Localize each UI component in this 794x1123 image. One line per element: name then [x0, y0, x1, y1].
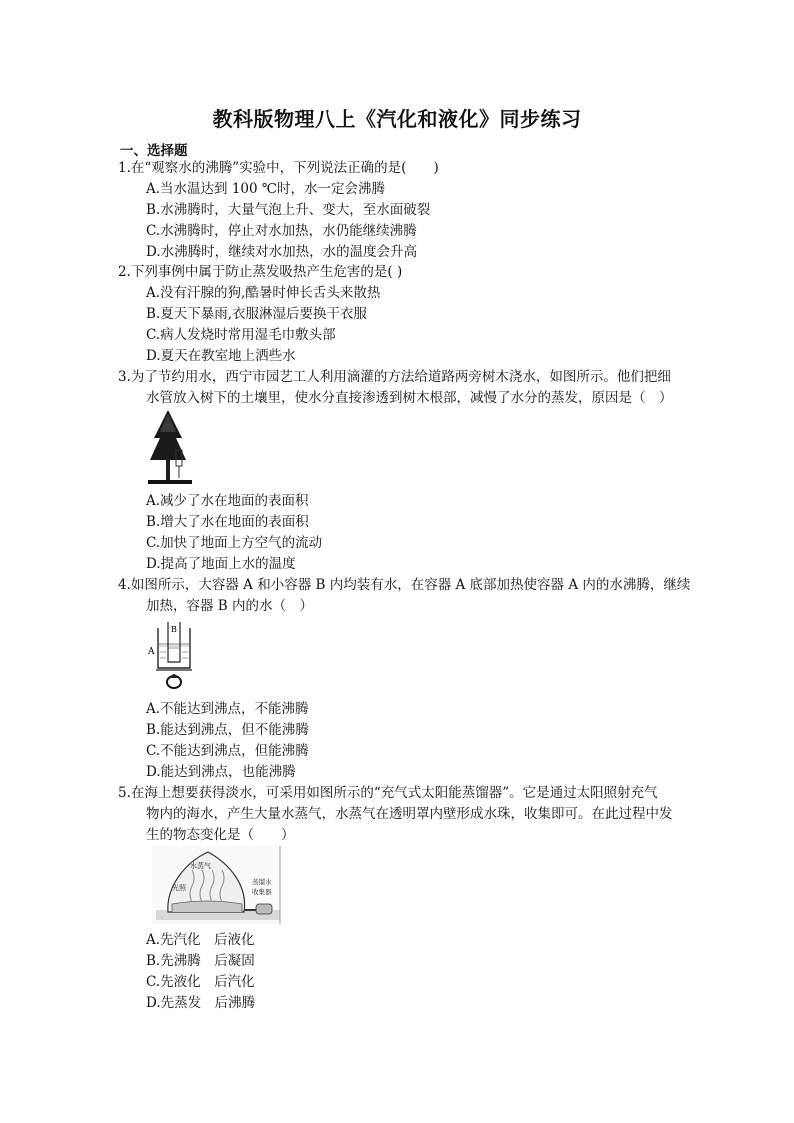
question-5-stem-line-2: 物内的海水，产生大量水蒸气，水蒸气在透明罩内壁形成水珠，收集即可。在此过程中发	[146, 806, 673, 822]
question-1-option-a: A.当水温达到 100 ℃时，水一定会沸腾	[146, 181, 385, 197]
question-1-option-c: C.水沸腾时，停止对水加热，水仍能继续沸腾	[146, 223, 417, 239]
container-b-label: B	[171, 625, 177, 634]
question-4-option-a: A.不能达到沸点，不能沸腾	[146, 701, 309, 717]
question-5-option-b: B.先沸腾 后凝固	[146, 953, 255, 969]
question-3-option-c: C.加快了地面上方空气的流动	[146, 535, 323, 551]
question-3-option-d: D.提高了地面上水的温度	[146, 556, 296, 572]
question-1-option-b: B.水沸腾时，大量气泡上升、变大，至水面破裂	[146, 202, 431, 218]
beaker-in-beaker-figure	[146, 618, 198, 692]
question-4-option-d: D.能达到沸点，也能沸腾	[146, 764, 296, 780]
question-5-stem-line-1: 5.在海上想要获得淡水，可采用如图所示的“充气式太阳能蒸馏器”。它是通过太阳照射充气	[118, 785, 658, 801]
question-3-option-a: A.减少了水在地面的表面积	[146, 493, 309, 509]
question-1-option-d: D.水沸腾时，继续对水加热，水的温度会升高	[146, 244, 418, 260]
question-3-stem-line-1: 3.为了节约用水，西宁市园艺工人利用滴灌的方法给道路两旁树木浇水，如图所示。他们把细	[118, 369, 671, 385]
question-4-stem-line-2: 加热，容器 B 内的水（ ）	[146, 598, 314, 614]
question-2-option-d: D.夏天在教室地上洒些水	[146, 348, 296, 364]
tree-drip-irrigation-figure	[146, 408, 194, 486]
question-5-option-d: D.先蒸发 后沸腾	[146, 995, 256, 1011]
container-a-label: A	[148, 647, 155, 657]
question-5-option-a: A.先汽化 后液化	[146, 932, 255, 948]
question-4-option-c: C.不能达到沸点，但能沸腾	[146, 743, 309, 759]
question-4-option-b: B.能达到沸点，但不能沸腾	[146, 722, 309, 738]
question-5-stem-line-3: 生的物态变化是（ ）	[146, 827, 295, 843]
document-title: 教科版物理八上《汽化和液化》同步练习	[212, 107, 582, 131]
sunlight-label: 光照	[172, 884, 186, 892]
collector-label-line-1: 蒸馏水	[252, 878, 272, 886]
question-2-stem: 2.下列事例中属于防止蒸发吸热产生危害的是( )	[118, 264, 403, 280]
question-4-stem-line-1: 4.如图所示，大容器 A 和小容器 B 内均装有水，在容器 A 底部加热使容器 A 内的水沸腾，继续	[118, 577, 691, 593]
collector-label-line-2: 收集器	[252, 888, 272, 896]
question-5-option-c: C.先液化 后汽化	[146, 974, 255, 990]
question-2-option-c: C.病人发烧时常用湿毛巾敷头部	[146, 327, 336, 343]
question-2-option-a: A.没有汗腺的狗,酷暑时伸长舌头来散热	[146, 285, 381, 301]
question-2-option-b: B.夏天下暴雨,衣服淋湿后要换干衣服	[146, 306, 368, 322]
question-3-option-b: B.增大了水在地面的表面积	[146, 514, 309, 530]
water-vapor-label: 水蒸气	[190, 862, 211, 870]
section-heading: 一、选择题	[120, 143, 188, 159]
question-1-stem: 1.在“观察水的沸腾”实验中，下列说法正确的是( )	[118, 160, 439, 176]
solar-still-figure	[152, 846, 284, 926]
question-3-stem-line-2: 水管放入树下的土壤里，使水分直接渗透到树木根部，减慢了水分的蒸发，原因是（ ）	[146, 390, 673, 406]
